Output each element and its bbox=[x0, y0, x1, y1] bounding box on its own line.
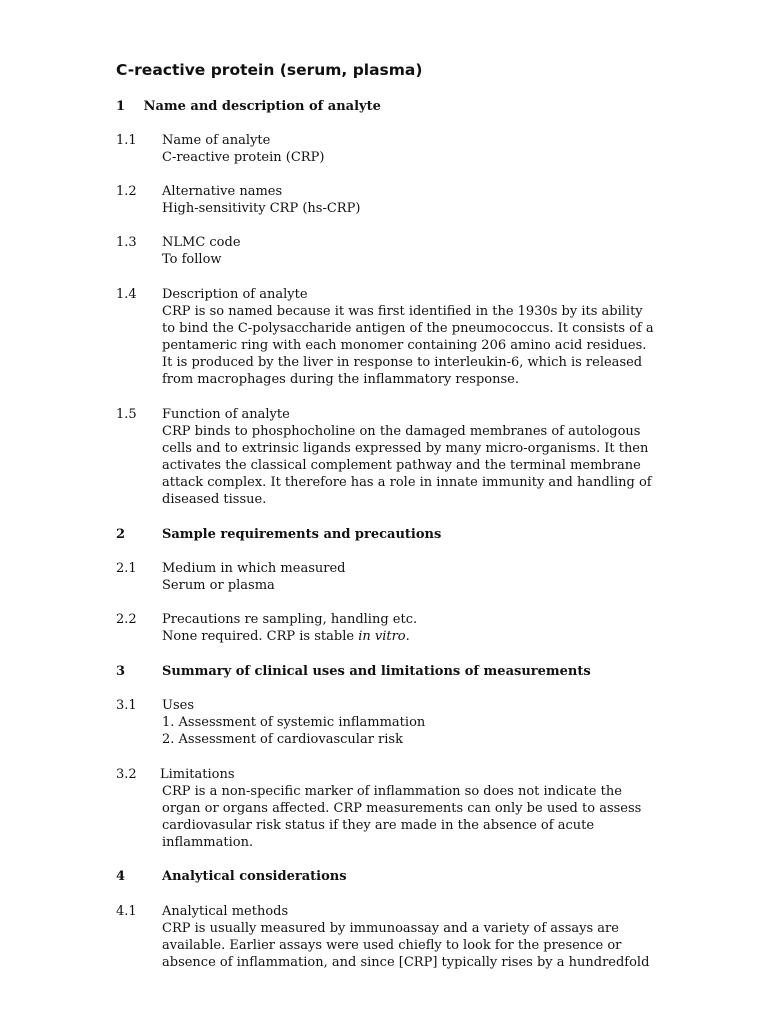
item-1-5 bbox=[116, 406, 656, 509]
item-number: 1.1 bbox=[116, 133, 137, 148]
section-2-title: Sample requirements and precautions bbox=[162, 527, 442, 542]
item-number: 1.3 bbox=[116, 235, 137, 250]
item-1-3 bbox=[116, 234, 656, 268]
item-1-1 bbox=[116, 132, 656, 166]
item-1-4 bbox=[116, 286, 656, 389]
paragraph-line: absence of inflammation, and since [CRP] typically rises by a hundredfold bbox=[162, 955, 650, 971]
item-number: 3.2 bbox=[116, 767, 137, 782]
section-3-title: Summary of clinical uses and limitations of measurements bbox=[162, 664, 591, 679]
item-label: Alternative names bbox=[162, 184, 283, 199]
list-item: 1. Assessment of systemic inflammation bbox=[162, 715, 426, 731]
item-3-1 bbox=[116, 697, 656, 748]
item-3-2 bbox=[116, 766, 656, 851]
item-value: Serum or plasma bbox=[162, 578, 275, 594]
item-number: 1.4 bbox=[116, 287, 137, 302]
section-4-heading bbox=[116, 868, 656, 885]
value-text-end: . bbox=[405, 629, 410, 645]
item-number: 1.5 bbox=[116, 407, 137, 422]
section-3-number: 3 bbox=[116, 664, 126, 679]
section-1-number: 1 bbox=[116, 99, 126, 114]
paragraph-line: cells and to extrinsic ligands expressed by many micro-organisms. It then bbox=[162, 441, 649, 457]
item-label: Precautions re sampling, handling etc. bbox=[162, 612, 418, 627]
item-number: 4.1 bbox=[116, 904, 137, 919]
paragraph-line: cardiovasular risk status if they are made in the absence of acute bbox=[162, 818, 595, 834]
item-label: Uses bbox=[162, 698, 194, 713]
item-number: 2.1 bbox=[116, 561, 137, 576]
paragraph-line: pentameric ring with each monomer containing 206 amino acid residues. bbox=[162, 338, 647, 354]
item-4-1 bbox=[116, 903, 656, 971]
item-label: Analytical methods bbox=[162, 904, 289, 919]
item-2-1 bbox=[116, 560, 656, 594]
section-3-heading bbox=[116, 663, 656, 680]
section-1-heading bbox=[116, 98, 656, 115]
item-value: High-sensitivity CRP (hs-CRP) bbox=[162, 201, 361, 217]
item-label: Medium in which measured bbox=[162, 561, 346, 576]
section-1-title: Name and description of analyte bbox=[143, 99, 381, 114]
paragraph-line: organ or organs affected. CRP measurements can only be used to assess bbox=[162, 801, 642, 817]
item-value: To follow bbox=[162, 252, 222, 268]
paragraph-line: diseased tissue. bbox=[162, 492, 267, 508]
paragraph-line: attack complex. It therefore has a role in innate immunity and handling of bbox=[162, 475, 652, 491]
item-value: C-reactive protein (CRP) bbox=[162, 150, 325, 166]
item-number: 3.1 bbox=[116, 698, 137, 713]
item-label: Function of analyte bbox=[162, 407, 290, 422]
list-item: 2. Assessment of cardiovascular risk bbox=[162, 732, 403, 748]
item-label: Description of analyte bbox=[162, 287, 308, 302]
item-2-2 bbox=[116, 611, 656, 645]
paragraph-line: activates the classical complement pathway and the terminal membrane bbox=[162, 458, 641, 474]
paragraph-line: from macrophages during the inflammatory response. bbox=[162, 372, 519, 388]
section-2-heading bbox=[116, 526, 656, 543]
value-italic: in vitro bbox=[358, 629, 406, 645]
value-text: None required. CRP is stable bbox=[162, 629, 359, 645]
paragraph-line: available. Earlier assays were used chiefly to look for the presence or bbox=[162, 938, 622, 954]
paragraph-line: inflammation. bbox=[162, 835, 254, 851]
item-value bbox=[162, 628, 656, 645]
section-4-title: Analytical considerations bbox=[162, 869, 347, 884]
paragraph-line: CRP binds to phosphocholine on the damaged membranes of autologous bbox=[162, 424, 641, 440]
paragraph-line: CRP is a non-specific marker of inflammation so does not indicate the bbox=[162, 784, 622, 800]
paragraph-line: to bind the C-polysaccharide antigen of the pneumococcus. It consists of a bbox=[162, 321, 654, 337]
paragraph-line: CRP is usually measured by immunoassay and a variety of assays are bbox=[162, 921, 619, 937]
paragraph-line: It is produced by the liver in response to interleukin-6, which is released bbox=[162, 355, 643, 371]
item-label: NLMC code bbox=[162, 235, 241, 250]
item-number: 1.2 bbox=[116, 184, 137, 199]
item-label: Name of analyte bbox=[162, 133, 271, 148]
item-label: Limitations bbox=[160, 767, 235, 782]
paragraph-line: CRP is so named because it was first identified in the 1930s by its ability bbox=[162, 304, 643, 320]
item-1-2 bbox=[116, 183, 656, 217]
item-number: 2.2 bbox=[116, 612, 137, 627]
document-title: C-reactive protein (serum, plasma) bbox=[116, 61, 423, 79]
section-4-number: 4 bbox=[116, 869, 126, 884]
section-2-number: 2 bbox=[116, 527, 126, 542]
